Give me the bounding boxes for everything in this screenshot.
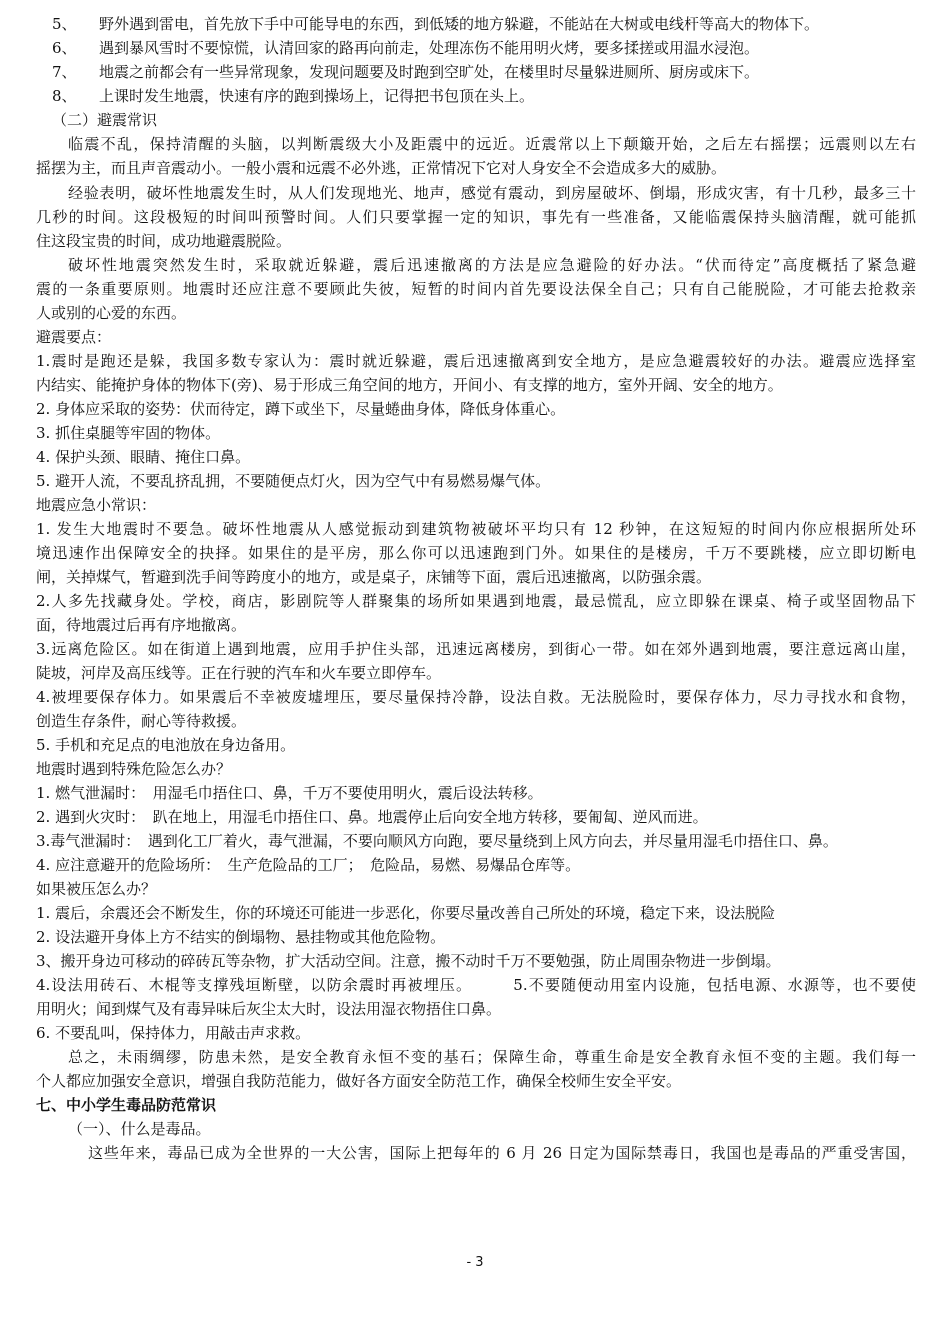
subheading: 避震要点： [36, 328, 112, 346]
paragraph-line: 经验表明，破坏性地震发生时，从人们发现地光、地声，感觉有震动，到房屋破坏、倒塌，形成灾害，有十几秒，最多三十 [68, 184, 916, 202]
section-heading: （一）、什么是毒品。 [68, 1120, 211, 1138]
paragraph-line: 总之，未雨绸缪，防患未然，是安全教育永恒不变的基石；保障生命，尊重生命是安全教育永恒不变的主题。我们每一 [68, 1048, 916, 1066]
paragraph-line: 破坏性地震突然发生时，采取就近躲避，震后迅速撤离的方法是应急避险的好办法。“伏而待定”高度概括了紧急避 [68, 256, 916, 274]
list-item: 2. 身体应采取的姿势：伏而待定，蹲下或坐下，尽量蜷曲身体，降低身体重心。 [36, 400, 566, 418]
paragraph-line: 人或别的心爱的东西。 [36, 304, 187, 322]
subheading: 地震时遇到特殊危险怎么办？ [36, 760, 232, 778]
paragraph-line: 几秒的时间。这段极短的时间叫预警时间。人们只要掌握一定的知识，事先有一些准备，又能临震保持头脑清醒，就可能抓 [36, 208, 916, 226]
subheading: 如果被压怎么办？ [36, 880, 157, 898]
subheading: 地震应急小常识： [36, 496, 157, 514]
list-item: 闸，关掉煤气，暂避到洗手间等跨度小的地方，或是桌子，床铺等下面，震后迅速撤离，以防强余震。 [36, 568, 712, 586]
list-item: 陡坡，河岸及高压线等。正在行驶的汽车和火车要立即停车。 [36, 664, 442, 682]
paragraph-line: 这些年来，毒品已成为全世界的一大公害，国际上把每年的 6 月 26 日定为国际禁毒日，我国也是毒品的严重受害国， [88, 1144, 916, 1162]
paragraph-line: 震的一条重要原则。地震时还应注意不要顾此失彼，短暂的时间内首先要设法保全自己；只有自己能脱险，才可能去抢救亲 [36, 280, 916, 298]
list-item: 2.人多先找藏身处。学校，商店，影剧院等人群聚集的场所如果遇到地震，最忌慌乱，应立即躲在课桌、椅子或坚固物品下 [36, 592, 916, 610]
page-number: - 3 [466, 1255, 484, 1270]
list-item: 3、搬开身边可移动的碎砖瓦等杂物，扩大活动空间。注意，搬不动时千万不要勉强，防止周围杂物进一步倒塌。 [36, 952, 781, 970]
paragraph-line: 个人都应加强安全意识，增强自我防范能力，做好各方面安全防范工作，确保全校师生安全平安。 [36, 1072, 682, 1090]
paragraph-line: 摇摆为主，而且声音震动小。一般小震和远震不必外逃，正常情况下它对人身安全不会造成多大的威胁。 [36, 159, 727, 177]
paragraph-line: 住这段宝贵的时间，成功地避震脱险。 [36, 232, 292, 250]
list-item: 4.设法用砖石、木棍等支撑残垣断壁，以防余震时再被埋压。 5.不要随便动用室内设施，包括电源、水源等，也不要使 [36, 976, 916, 994]
list-item: 4.被埋要保存体力。如果震后不幸被废墟埋压，要尽量保持冷静，设法自救。无法脱险时，要保存体力，尽力寻找水和食物， [36, 688, 916, 706]
list-item: 创造生存条件，耐心等待救援。 [36, 712, 247, 730]
list-item: 4. 保护头颈、眼睛、掩住口鼻。 [36, 448, 251, 466]
list-item: 3.远离危险区。如在街道上遇到地震，应用手护住头部，迅速远离楼房，到街心一带。如在郊外遇到地震，要注意远离山崖， [36, 640, 916, 658]
list-item: 境迅速作出保障安全的抉择。如果住的是平房，那么你可以迅速跑到门外。如果住的是楼房，千万不要跳楼，应立即切断电 [36, 544, 916, 562]
list-item: 用明火；闻到煤气及有毒异味后灰尘太大时，设法用湿衣物捂住口鼻。 [36, 1000, 502, 1018]
list-item: 6、 遇到暴风雪时不要惊慌，认清回家的路再向前走，处理冻伤不能用明火烤，要多揉搓或用温水浸泡。 [52, 39, 760, 57]
list-item: 2. 设法避开身体上方不结实的倒塌物、悬挂物或其他危险物。 [36, 928, 446, 946]
section-heading: （二）避震常识 [52, 111, 158, 129]
list-item: 5. 避开人流，不要乱挤乱拥，不要随便点灯火，因为空气中有易燃易爆气体。 [36, 472, 551, 490]
list-item: 4. 应注意避开的危险场所： 生产危险品的工厂； 危险品，易燃、易爆品仓库等。 [36, 856, 581, 874]
paragraph-line: 临震不乱，保持清醒的头脑，以判断震级大小及距震中的远近。近震常以上下颠簸开始，之后左右摇摆；远震则以左右 [68, 135, 916, 153]
list-item: 5、 野外遇到雷电，首先放下手中可能导电的东西，到低矮的地方躲避，不能站在大树或电线杆等高大的物体下。 [52, 15, 820, 33]
list-item: 面，待地震过后再有序地撤离。 [36, 616, 247, 634]
list-item: 7、 地震之前都会有一些异常现象，发现问题要及时跑到空旷处，在楼里时尽量躲进厕所、厨房或床下。 [52, 63, 760, 81]
section-heading: 七、中小学生毒品防范常识 [36, 1096, 217, 1114]
list-item: 内结实、能掩护身体的物体下(旁)、易于形成三角空间的地方，开间小、有支撑的地方，室外开阔、安全的地方。 [36, 376, 783, 394]
list-item: 1. 震后，余震还会不断发生，你的环境还可能进一步恶化，你要尽量改善自己所处的环境，稳定下来，设法脱险 [36, 904, 776, 922]
list-item: 2. 遇到火灾时： 趴在地上，用湿毛巾捂住口、鼻。地震停止后向安全地方转移，要匍匐、逆风而进。 [36, 808, 708, 826]
list-item: 3. 抓住桌腿等牢固的物体。 [36, 424, 221, 442]
list-item: 1.震时是跑还是躲，我国多数专家认为：震时就近躲避，震后迅速撤离到安全地方，是应急避震较好的办法。避震应选择室 [36, 352, 916, 370]
list-item: 6. 不要乱叫，保持体力，用敲击声求救。 [36, 1024, 311, 1042]
list-item: 1. 发生大地震时不要急。破坏性地震从人感觉振动到建筑物被破坏平均只有 12 秒钟，在这短短的时间内你应根据所处环 [36, 520, 916, 538]
list-item: 3.毒气泄漏时： 遇到化工厂着火，毒气泄漏，不要向顺风方向跑，要尽量绕到上风方向去，并尽量用湿毛巾捂住口、鼻。 [36, 832, 838, 850]
list-item: 8、 上课时发生地震，快速有序的跑到操场上，记得把书包顶在头上。 [52, 87, 535, 105]
list-item: 5. 手机和充足点的电池放在身边备用。 [36, 736, 296, 754]
list-item: 1. 燃气泄漏时： 用湿毛巾捂住口、鼻，千万不要使用明火，震后设法转移。 [36, 784, 543, 802]
